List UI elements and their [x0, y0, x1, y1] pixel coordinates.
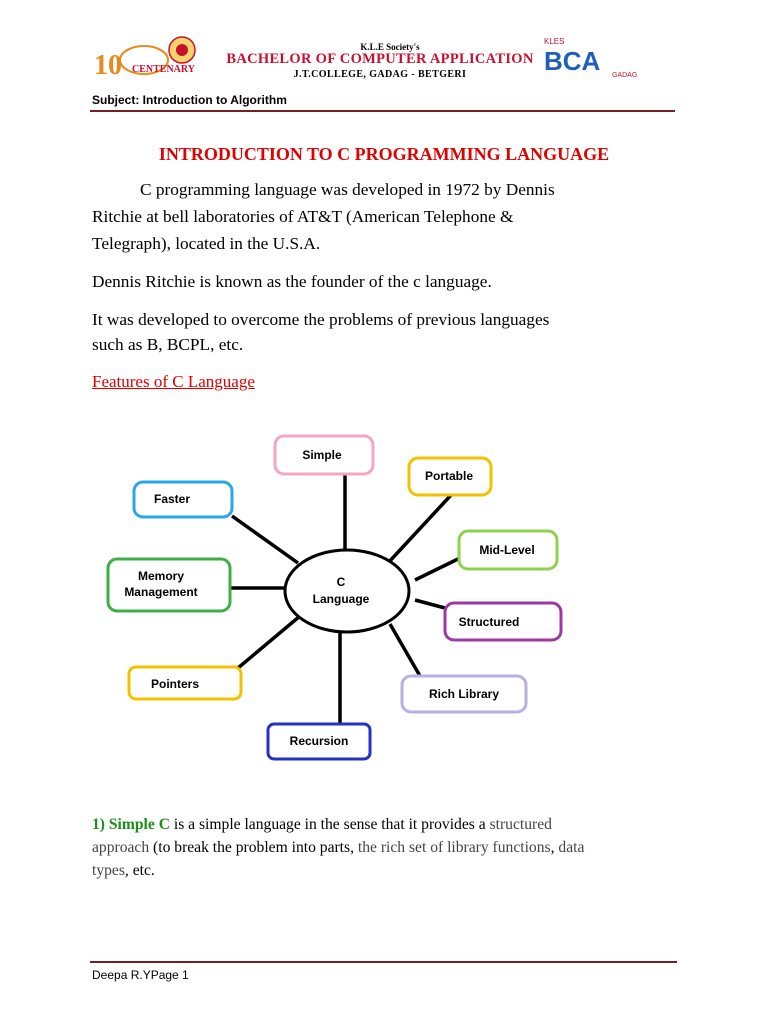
- point-1-text-i: types: [92, 862, 125, 879]
- features-heading: Features of C Language: [92, 372, 255, 391]
- point-1-text-b: structured: [489, 816, 552, 833]
- center-label-1: C: [336, 575, 346, 589]
- svg-text:Rich Library: Rich Library: [428, 687, 500, 701]
- para-3-line-1: It was developed to overcome the problems of previous languages: [92, 310, 550, 329]
- para-1-line-2: Ritchie at bell laboratories of AT&T (American Telephone &: [92, 207, 514, 226]
- header-divider: [90, 110, 675, 112]
- svg-text:Pointers: Pointers: [150, 677, 200, 691]
- spoke-portable: [388, 494, 452, 563]
- program-name: BACHELOR OF COMPUTER APPLICATION: [226, 51, 534, 67]
- node-faster: [134, 482, 232, 517]
- point-1-text-d: (to break the problem into parts: [149, 839, 351, 856]
- bca-logo-text: BCA: [544, 46, 601, 76]
- subject-line: Subject: Introduction to Algorithm: [92, 93, 287, 107]
- node-simple: [275, 436, 373, 474]
- spoke-mid-level: [415, 558, 460, 580]
- point-1-text-a: is a simple language in the sense that it provides a: [169, 816, 490, 833]
- svg-text:Portable: Portable: [424, 469, 474, 483]
- svg-text:Recursion: Recursion: [289, 734, 349, 748]
- point-1-text-f: the rich set of library functions: [357, 839, 551, 856]
- node-pointers: [129, 667, 241, 699]
- document-title: INTRODUCTION TO C PROGRAMMING LANGUAGE: [158, 144, 610, 164]
- centenary-number: 10: [94, 50, 122, 81]
- para-2: Dennis Ritchie is known as the founder of the c language.: [92, 272, 492, 291]
- node-recursion: [268, 724, 370, 759]
- bca-logo-top: KLES: [544, 37, 565, 46]
- point-1-title: 1) Simple C: [92, 816, 170, 833]
- para-1-line-3: Telegraph), located in the U.S.A.: [92, 234, 321, 253]
- spoke-faster: [232, 516, 298, 563]
- page-footer: Deepa R.YPage 1: [92, 968, 189, 982]
- point-1-text-j: , etc.: [124, 862, 155, 879]
- node-structured: [445, 603, 561, 640]
- center-label-2: Language: [312, 592, 370, 606]
- node-rich-library: [402, 676, 526, 712]
- node-portable: [409, 458, 491, 495]
- center-node: [285, 550, 409, 632]
- spoke-pointers: [238, 616, 300, 668]
- college-name: J.T.COLLEGE, GADAG - BETGERI: [293, 69, 467, 80]
- point-1-text-c: approach: [92, 839, 150, 856]
- svg-text:Memory: Memory: [137, 569, 185, 583]
- svg-text:Structured: Structured: [458, 615, 520, 629]
- point-1-text-e: ,: [350, 839, 358, 856]
- point-1-paragraph: [92, 813, 732, 882]
- centenary-text: CENTENARY: [132, 64, 195, 75]
- svg-text:Management: Management: [124, 585, 198, 599]
- para-3-line-2: such as B, BCPL, etc.: [92, 335, 244, 354]
- features-diagram: [100, 428, 580, 768]
- point-1-text-h: data: [558, 839, 585, 856]
- node-mid-level: [459, 531, 557, 569]
- bca-logo-bottom: GADAG: [612, 72, 638, 79]
- node-memory-management: [108, 559, 230, 611]
- spoke-rich-library: [390, 624, 420, 676]
- spoke-structured: [415, 600, 445, 608]
- para-1-line-1: C programming language was developed in 1972 by Dennis: [140, 180, 555, 199]
- svg-text:Faster: Faster: [153, 492, 191, 506]
- svg-text:Simple: Simple: [302, 448, 342, 462]
- point-1-text-g: ,: [550, 839, 559, 856]
- society-name: K.L.E Society's: [360, 42, 420, 52]
- svg-text:Mid-Level: Mid-Level: [479, 543, 535, 557]
- footer-divider: [90, 961, 677, 963]
